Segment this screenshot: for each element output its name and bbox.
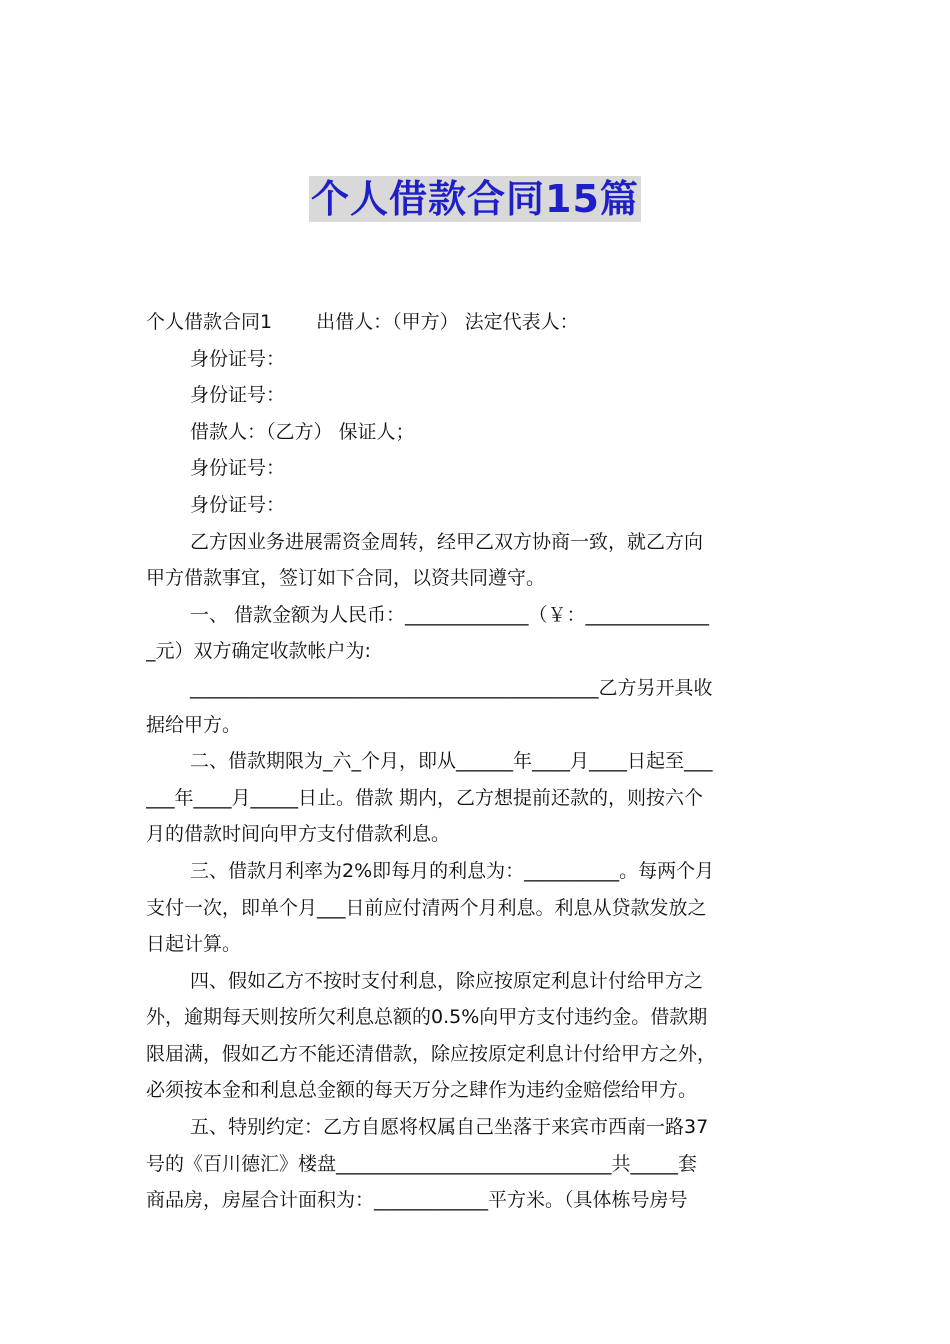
text-line: 四、假如乙方不按时支付利息，除应按原定利息计付给甲方之 <box>190 969 704 992</box>
text-line: 必须按本金和利息总金额的每天万分之肆作为违约金赔偿给甲方。 <box>146 1079 698 1102</box>
text-line: 一、 借款金额为人民币：_____________（￥：_____________ <box>190 603 710 626</box>
first-line <box>146 304 808 341</box>
text-line: 商品房，房屋合计面积为：____________平方米。（具体栋号房号 <box>146 1189 688 1212</box>
contract-label: 个人借款合同1 <box>146 311 273 333</box>
text-line: 三、借款月利率为2%即每月的利息为：__________。每两个月 <box>190 859 715 882</box>
lender-line: 出借人：（甲方） 法定代表人： <box>316 311 579 333</box>
text-line: ___年____月_____日止。借款 期内，乙方想提前还款的，则按六个 <box>146 786 704 809</box>
text-line: 乙方因业务进展需资金周转，经甲乙双方协商一致，就乙方向 <box>190 530 704 553</box>
document-body <box>146 304 808 1219</box>
text-line: 身份证号： <box>190 384 286 407</box>
text-line: 支付一次，即单个月___日前应付清两个月利息。利息从贷款发放之 <box>146 896 707 919</box>
text-line: 甲方借款事宜，签订如下合同，以资共同遵守。 <box>146 567 546 590</box>
text-line: 据给甲方。 <box>146 713 242 736</box>
text-line: 二、借款期限为_六_个月，即从______年____月____日起至___ <box>190 750 713 773</box>
text-line: 日起计算。 <box>146 933 242 956</box>
text-line: 号的《百川德汇》楼盘_____________________________共_____套 <box>146 1152 698 1175</box>
text-line: 限届满，假如乙方不能还清借款，除应按原定利息计付给甲方之外， <box>146 1042 717 1065</box>
text-line: 身份证号： <box>190 347 286 370</box>
text-line: 借款人：（乙方） 保证人； <box>190 420 415 443</box>
text-line: 外，逾期每天则按所欠利息总额的0.5%向甲方支付违约金。借款期 <box>146 1006 708 1029</box>
text-line: _元）双方确定收款帐户为: <box>146 640 371 663</box>
document-title: 个人借款合同15篇 <box>311 177 639 221</box>
text-line: 身份证号： <box>190 457 286 480</box>
text-line: ___________________________________________乙方另开具收 <box>190 676 713 699</box>
title-container <box>0 176 950 222</box>
text-line: 五、特别约定：乙方自愿将权属自己坐落于来宾市西南一路37 <box>190 1116 709 1139</box>
text-line: 月的借款时间向甲方支付借款利息。 <box>146 823 451 846</box>
text-line: 身份证号： <box>190 493 286 516</box>
